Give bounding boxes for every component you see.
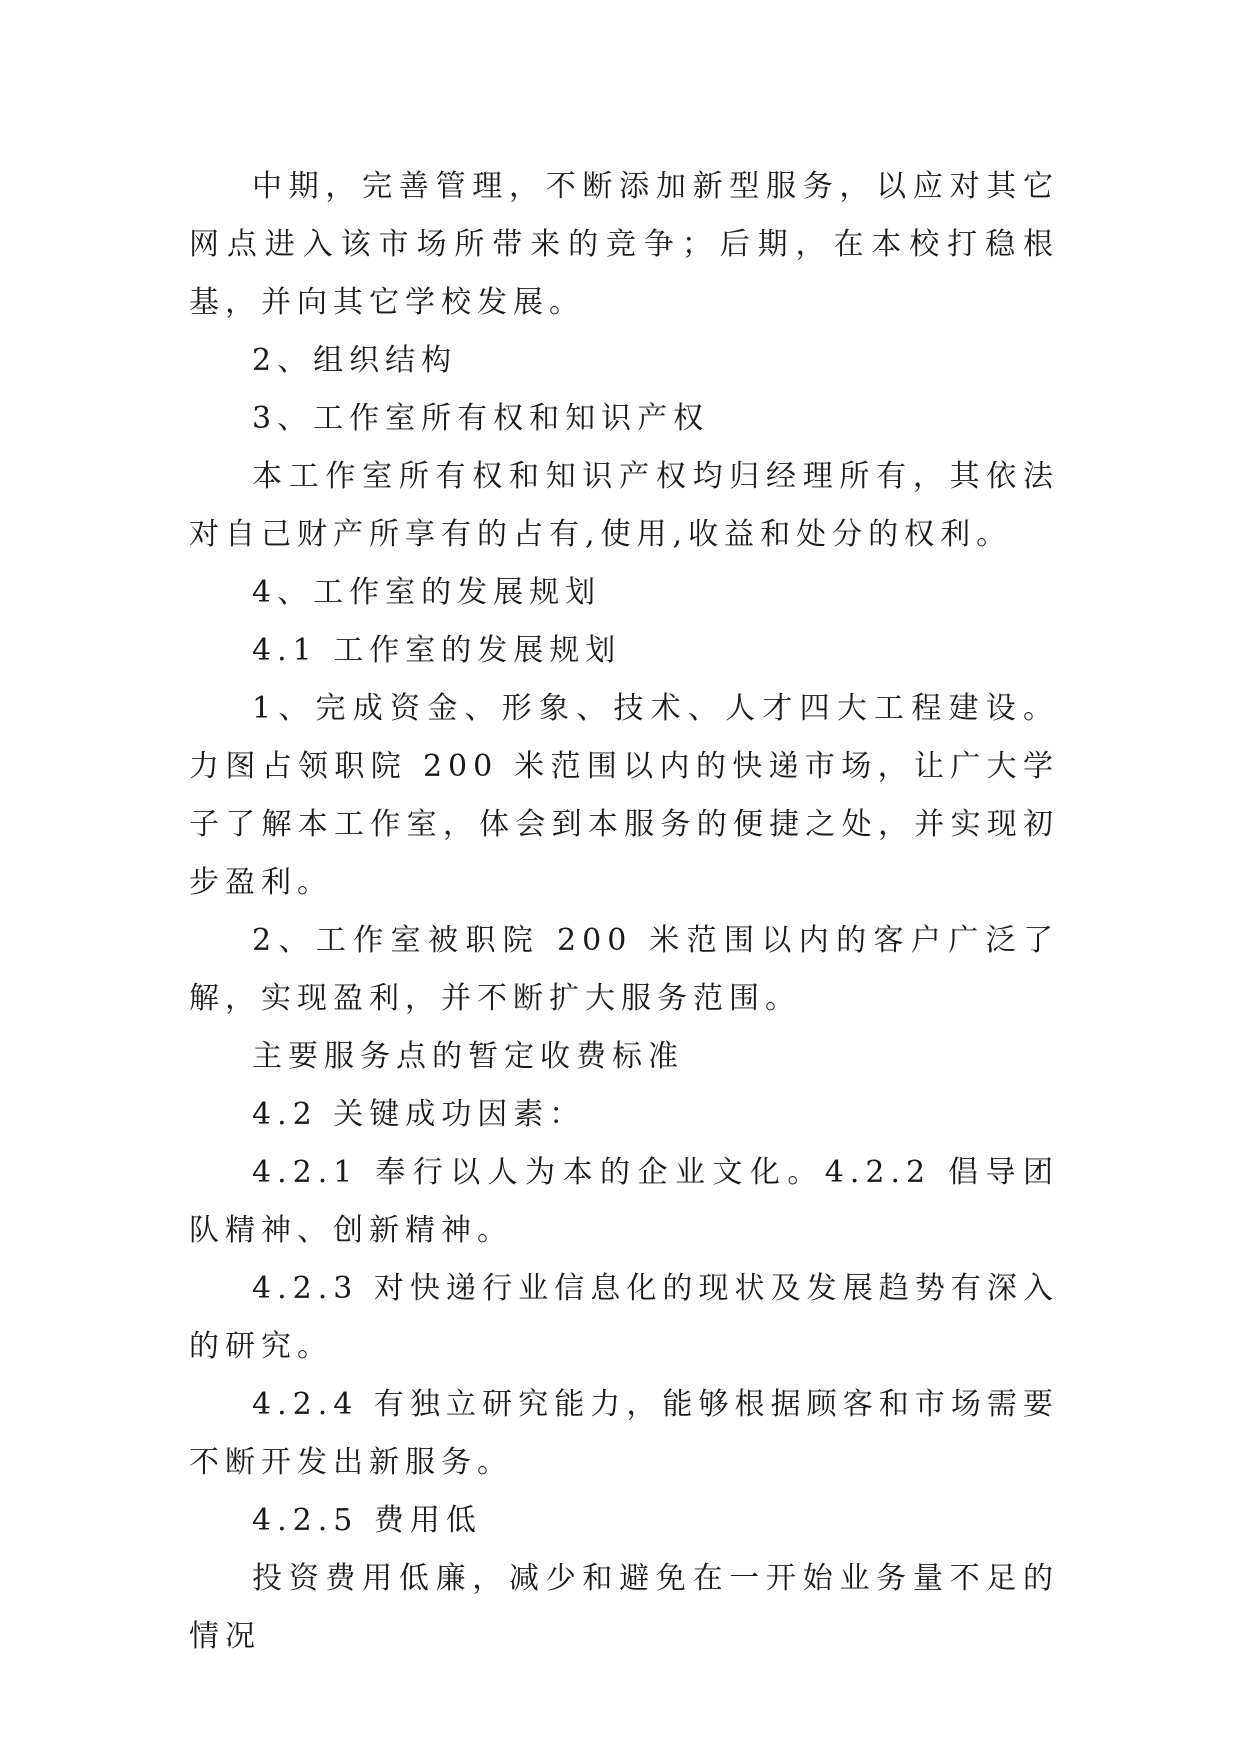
heading-organization-structure: 2、组织结构 (252, 343, 458, 378)
subheading-development-plan: 4.1 工作室的发展规划 (252, 633, 622, 668)
paragraph-ownership-ip: 本工作室所有权和知识产权均归经理所有，其依法对自己财产所享有的占有,使用,收益和处分的权利。 (189, 459, 1059, 552)
heading-development-plan: 4、工作室的发展规划 (252, 575, 602, 610)
heading-fee-standard: 主要服务点的暂定收费标准 (252, 1039, 684, 1074)
paragraph-factor-research: 4.2.3 对快递行业信息化的现状及发展趋势有深入的研究。 (189, 1271, 1059, 1364)
document-body (189, 158, 1059, 1666)
paragraph-factor-culture-teamwork: 4.2.1 奉行以人为本的企业文化。4.2.2 倡导团队精神、创新精神。 (189, 1155, 1059, 1248)
paragraph-plan-step-1: 1、完成资金、形象、技术、人才四大工程建设。力图占领职院 200 米范围以内的快递市场，让广大学子了解本工作室，体会到本服务的便捷之处，并实现初步盈利。 (189, 691, 1059, 900)
heading-ownership-ip: 3、工作室所有权和知识产权 (252, 401, 710, 436)
subheading-key-success-factors: 4.2 关键成功因素： (252, 1097, 586, 1132)
paragraph-factor-development: 4.2.4 有独立研究能力，能够根据顾客和市场需要不断开发出新服务。 (189, 1387, 1059, 1480)
paragraph-strategy-phases: 中期，完善管理，不断添加新型服务，以应对其它网点进入该市场所带来的竞争；后期，在本校打稳根基，并向其它学校发展。 (189, 169, 1059, 320)
subheading-low-cost: 4.2.5 费用低 (252, 1503, 482, 1538)
paragraph-low-investment: 投资费用低廉，减少和避免在一开始业务量不足的情况 (189, 1561, 1059, 1654)
paragraph-plan-step-2: 2、工作室被职院 200 米范围以内的客户广泛了解，实现盈利，并不断扩大服务范围。 (189, 923, 1059, 1016)
